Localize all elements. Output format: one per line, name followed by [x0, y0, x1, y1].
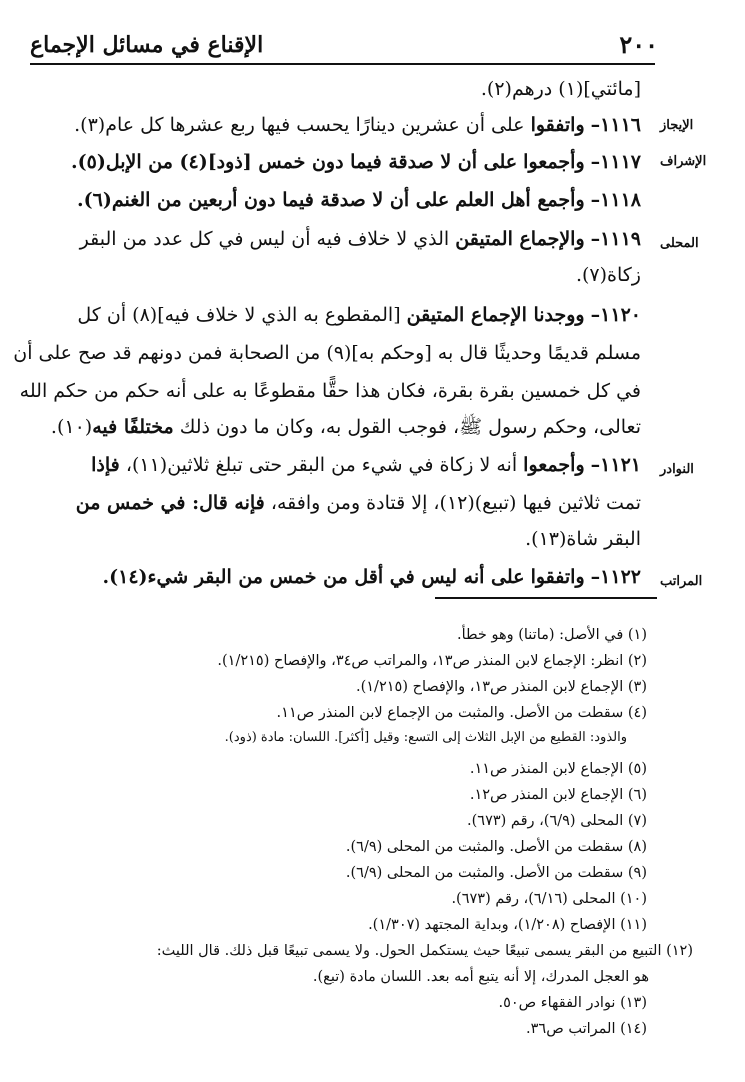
paragraph-1120-line2	[13, 338, 641, 368]
paragraph-text: أنه لا زكاة في شيء من البقر حتى تبلغ ثلاثين(١١)،	[125, 454, 518, 476]
paragraph-1119	[80, 224, 641, 254]
footnote-ref: (١٠).	[50, 416, 93, 438]
body-line-continuation	[481, 74, 641, 104]
paragraph-text: على أن عشرين دينارًا يحسب فيها ربع عشرها كل عام(٣).	[74, 114, 525, 136]
footnote-12-continuation: هو العجل المدرك، إلا أنه يتبع أمه بعد. اللسان مادة (تبع).	[312, 969, 649, 985]
footnote-3: (٣) الإجماع لابن المنذر ص١٣، والإفصاح (١/٢١٥).	[355, 679, 647, 695]
paragraph-keyword: والإجماع المتيقن	[455, 228, 585, 250]
paragraph-1121	[91, 450, 641, 480]
running-title: الإقناع في مسائل الإجماع	[30, 32, 264, 58]
footnote-6: (٦) الإجماع لابن المنذر ص١٢.	[469, 787, 647, 803]
paragraph-keyword: ووجدنا الإجماع المتيقن	[406, 304, 585, 326]
paragraph-1119-line2	[576, 260, 641, 290]
footnote-10: (١٠) المحلى (٦/١٦)، رقم (٦٧٣).	[451, 891, 647, 907]
paragraph-number: ١١١٩–	[590, 228, 641, 250]
footnote-8: (٨) سقطت من الأصل. والمثبت من المحلى (٦/٩).	[345, 839, 647, 855]
footnote-5: (٥) الإجماع لابن المنذر ص١١.	[469, 761, 647, 777]
paragraph-keyword: واتفقوا	[530, 114, 585, 136]
paragraph-text: مسلم قديمًا وحديثًا قال به [وحكم به](٩) من الصحابة فمن دونهم قد صح على أن	[13, 342, 641, 364]
continuation-text: [مائتي](١) درهم(٢).	[480, 78, 641, 100]
footnote-4: (٤) سقطت من الأصل. والمثبت من الإجماع لابن المنذر ص١١.	[276, 705, 647, 721]
footnote-1: (١) في الأصل: (ماتنا) وهو خطأ.	[456, 627, 647, 643]
paragraph-1121-line2	[76, 488, 641, 518]
paragraph-text: على أن لا صدقة فيما دون خمس [ذود](٤) من الإبل(٥).	[71, 151, 518, 173]
footnote-14: (١٤) المراتب ص٣٦.	[526, 1021, 647, 1037]
margin-label-ishraf: الإشراف	[660, 154, 707, 169]
margin-label-nawadir: النوادر	[660, 462, 694, 477]
paragraph-keyword: وأجمعوا	[523, 454, 585, 476]
paragraph-number: ١١٢٠–	[590, 304, 641, 326]
paragraph-number: ١١٢١–	[590, 454, 641, 476]
paragraph-text: تعالى، وحكم رسول ﷺ، فوجب القول به، وكان ما دون ذلك	[179, 416, 641, 438]
paragraph-emphasis: مختلفًا فيه	[92, 416, 174, 438]
footnote-4-continuation: والذود: القطيع من الإبل الثلاث إلى التسع: وقيل [أكثر]. اللسان: مادة (ذود).	[224, 730, 627, 745]
paragraph-1120-line3	[20, 376, 641, 406]
paragraph-1120-line4	[51, 412, 641, 442]
footnote-9: (٩) سقطت من الأصل. والمثبت من المحلى (٦/٩).	[345, 865, 647, 881]
paragraph-number: ١١٢٢–	[590, 566, 641, 588]
margin-label-muhalla: المحلى	[660, 236, 699, 251]
header-rule	[30, 63, 655, 65]
paragraph-1117	[71, 147, 641, 177]
paragraph-text: في كل خمسين بقرة بقرة، فكان هذا حقًّا مقطوعًا به على أنه حكم من حكم الله	[19, 380, 641, 402]
paragraph-text: البقر شاة(١٣).	[525, 528, 641, 550]
paragraph-text: على أنه ليس في أقل من خمس من البقر شيء(١٤).	[102, 566, 525, 588]
paragraph-1121-line3	[525, 524, 641, 554]
page-number: ٢٠٠	[619, 30, 658, 59]
paragraph-emphasis: فإنه قال: في خمس من	[75, 492, 265, 514]
paragraph-text: على أن لا صدقة فيما دون أربعين من الغنم(٦).	[77, 189, 450, 211]
paragraph-emphasis: فإذا	[91, 454, 120, 476]
paragraph-number: ١١١٧–	[590, 151, 641, 173]
paragraph-text: زكاة(٧).	[575, 264, 641, 286]
paragraph-1122	[103, 562, 642, 592]
paragraph-text: تمت ثلاثين فيها (تبيع)(١٢)، إلا قتادة ومن وافقه،	[270, 492, 641, 514]
paragraph-1120	[77, 300, 641, 330]
footnote-7: (٧) المحلى (٦/٩)، رقم (٦٧٣).	[467, 813, 647, 829]
paragraph-keyword: وأجمعوا	[523, 151, 585, 173]
footnote-2: (٢) انظر: الإجماع لابن المنذر ص١٣، والمراتب ص٣٤، والإفصاح (١/٢١٥).	[217, 653, 647, 669]
paragraph-1116	[74, 110, 641, 140]
footnote-11: (١١) الإفصاح (١/٢٠٨)، وبداية المجتهد (١/٣٠٧).	[368, 917, 647, 933]
footnote-12: (١٢) التبيع من البقر يسمى تبيعًا حيث يستكمل الحول. ولا يسمى تبيعًا قبل ذلك. قال الليث:	[156, 943, 693, 959]
paragraph-text: الذي لا خلاف فيه أن ليس في كل عدد من البقر	[79, 228, 450, 250]
footnote-13: (١٣) نوادر الفقهاء ص٥٠.	[498, 995, 647, 1011]
page-header	[30, 30, 658, 64]
margin-label-maratib: المراتب	[660, 574, 703, 589]
paragraph-1118	[77, 185, 641, 215]
margin-label-ijaz: الإيجاز	[660, 118, 694, 133]
paragraph-text: [المقطوع به الذي لا خلاف فيه](٨) أن كل	[77, 304, 401, 326]
paragraph-number: ١١١٦–	[590, 114, 641, 136]
paragraph-number: ١١١٨–	[590, 189, 641, 211]
footnote-rule	[435, 597, 657, 599]
paragraph-keyword: وأجمع أهل العلم	[455, 189, 585, 211]
paragraph-keyword: واتفقوا	[530, 566, 585, 588]
